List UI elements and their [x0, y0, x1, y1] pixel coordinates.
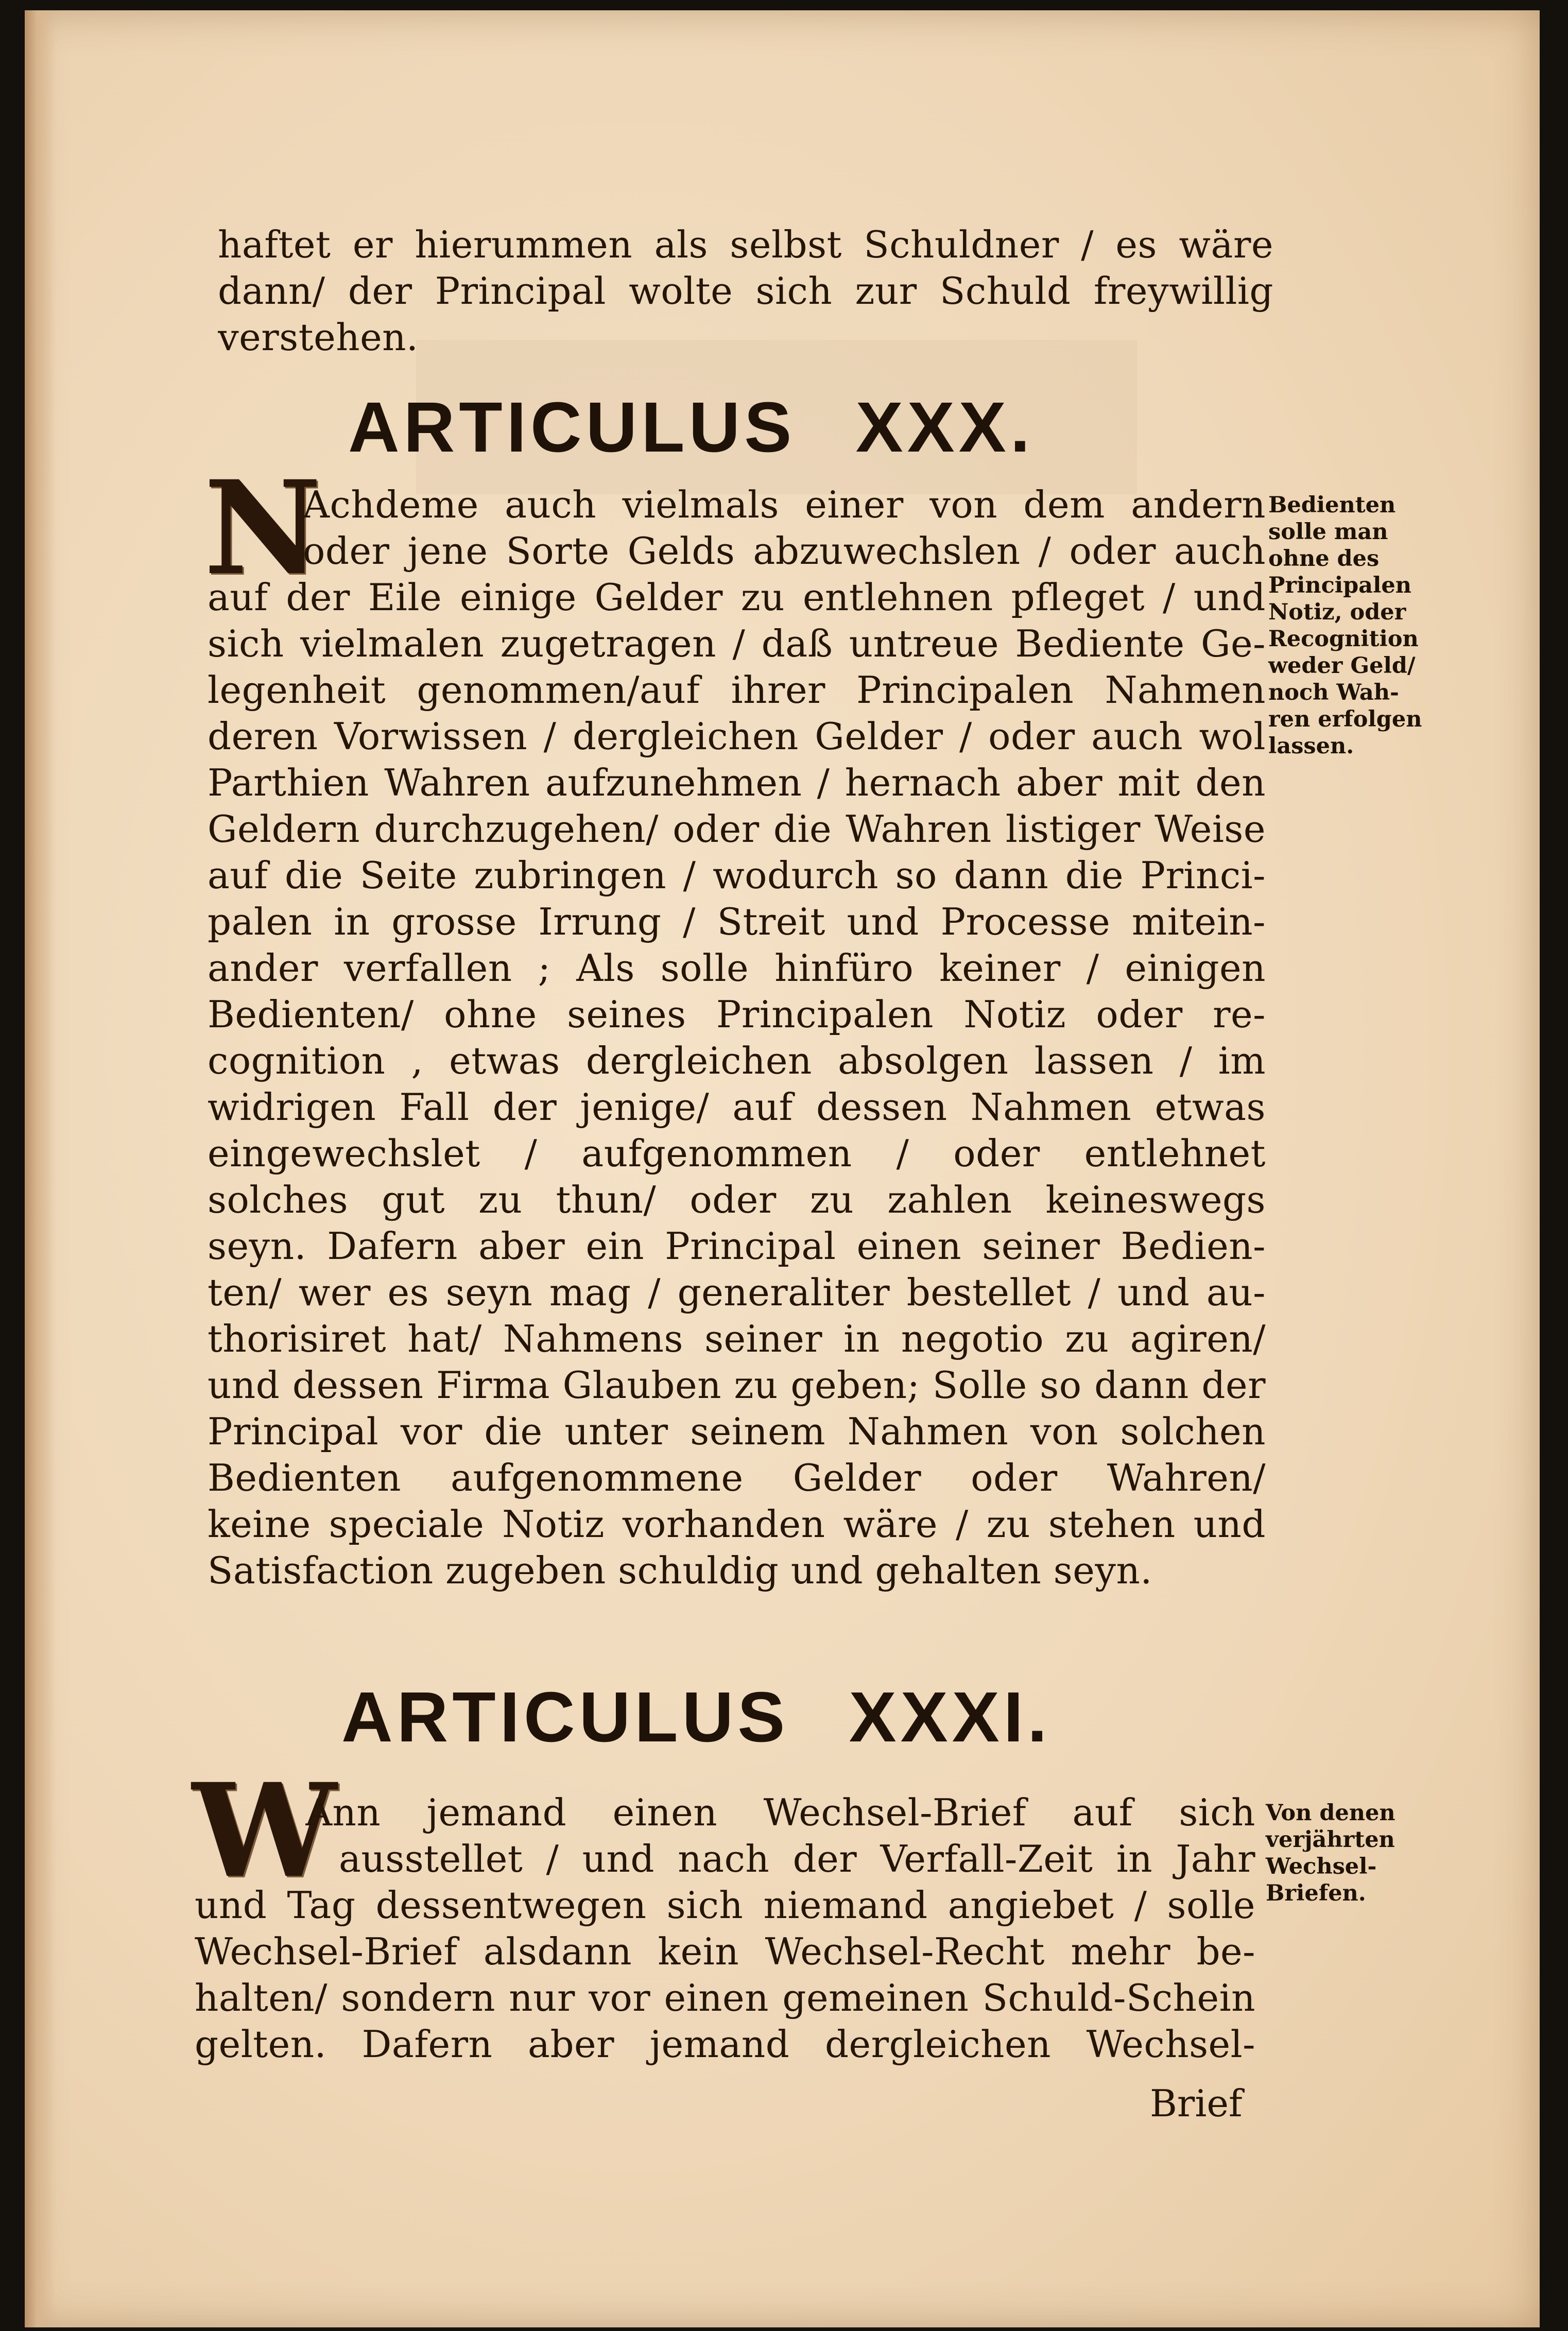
text-line: solches gut zu thun/ oder zu zahlen keineswegs	[208, 1178, 1266, 1221]
text-line: seyn. Dafern aber ein Principal einen seiner Bedien-	[208, 1224, 1266, 1268]
text-line: legenheit genommen/auf ihrer Principalen Nahmen	[208, 668, 1266, 712]
margin-note-line: Notiz, oder	[1268, 599, 1406, 625]
margin-note-line: ohne des	[1268, 546, 1380, 572]
text-line: haftet er hierummen als selbst Schuldner / es wäre	[218, 223, 1273, 266]
margin-note-line: Wechsel-	[1266, 1854, 1377, 1879]
text-line: Ann jemand einen Wechsel-Brief auf sich	[305, 1791, 1255, 1834]
text-line: deren Vorwissen / dergleichen Gelder / oder auch wol	[208, 715, 1266, 758]
text-line: halten/ sondern nur vor einen gemeinen Schuld-Schein	[195, 1976, 1255, 2019]
text-line: widrigen Fall der jenige/ auf dessen Nahmen etwas	[208, 1085, 1266, 1129]
text-line: verstehen.	[218, 316, 419, 359]
article-30-initial: N	[204, 452, 322, 603]
margin-note-line: Bedienten	[1268, 492, 1396, 518]
text-line: Bedienten/ ohne seines Principalen Notiz oder re-	[208, 993, 1266, 1036]
text-line: auf der Eile einige Gelder zu entlehnen pfleget / und	[208, 576, 1266, 619]
margin-note-line: Briefen.	[1266, 1880, 1366, 1906]
text-line: ten/ wer es seyn mag / generaliter bestellet / und au-	[208, 1271, 1266, 1314]
text-line: Parthien Wahren aufzunehmen / hernach aber mit den	[208, 761, 1266, 804]
margin-note-line: Von denen	[1266, 1800, 1395, 1826]
article-31-heading: ARTICULUS XXXI.	[341, 1678, 1052, 1757]
text-line: sich vielmalen zugetragen / daß untreue Bediente Ge-	[208, 622, 1266, 665]
text-line: Geldern durchzugehen/ oder die Wahren listiger Weise	[208, 807, 1266, 851]
margin-note-line: verjährten	[1266, 1827, 1395, 1853]
margin-note-line: Principalen	[1268, 573, 1411, 598]
text-line: dann/ der Principal wolte sich zur Schuld freywillig	[218, 269, 1273, 313]
text-line: ausstellet / und nach der Verfall-Zeit in Jahr	[339, 1837, 1255, 1880]
text-line: Achdeme auch vielmals einer von dem andern	[303, 483, 1266, 526]
text-line: Wechsel-Brief alsdann kein Wechsel-Recht mehr be-	[195, 1930, 1255, 1973]
text-line: thorisiret hat/ Nahmens seiner in negotio zu agiren/	[208, 1317, 1266, 1360]
text-line: und dessen Firma Glauben zu geben; Solle so dann der	[208, 1363, 1266, 1407]
text-line: Principal vor die unter seinem Nahmen von solchen	[208, 1410, 1266, 1453]
text-line: Bedienten aufgenommene Gelder oder Wahren/	[208, 1456, 1266, 1499]
text-line: ander verfallen ; Als solle hinfüro keiner / einigen	[208, 946, 1266, 990]
text-line: palen in grosse Irrung / Streit und Processe mitein-	[208, 900, 1266, 943]
text-line: cognition , etwas dergleichen absolgen lassen / im	[208, 1039, 1266, 1082]
margin-note-line: solle man	[1268, 519, 1388, 545]
margin-note-line: weder Geld/	[1268, 653, 1416, 679]
text-line: keine speciale Notiz vorhanden wäre / zu stehen und	[208, 1503, 1266, 1546]
text-line: eingewechslet / aufgenommen / oder entlehnet	[208, 1132, 1266, 1175]
text-line: und Tag dessentwegen sich niemand angiebet / solle	[195, 1884, 1255, 1927]
article-30-heading: ARTICULUS XXX.	[348, 388, 1035, 467]
margin-note-line: lassen.	[1268, 733, 1354, 759]
catchword: Brief	[1150, 2082, 1243, 2125]
margin-note-line: noch Wah-	[1268, 680, 1399, 705]
margin-note-line: Recognition	[1268, 626, 1419, 652]
book-page	[25, 10, 1540, 2327]
text-line: auf die Seite zubringen / wodurch so dann die Princi-	[208, 854, 1266, 897]
text-line: Satisfaction zugeben schuldig und gehalten seyn.	[208, 1549, 1152, 1592]
text-line: gelten. Dafern aber jemand dergleichen Wechsel-	[195, 2023, 1255, 2066]
page-gutter-shadow	[25, 10, 56, 2327]
article-31-initial: W	[192, 1755, 337, 1906]
text-line: oder jene Sorte Gelds abzuwechslen / oder auch	[303, 529, 1266, 573]
margin-note-line: ren erfolgen	[1268, 706, 1422, 732]
